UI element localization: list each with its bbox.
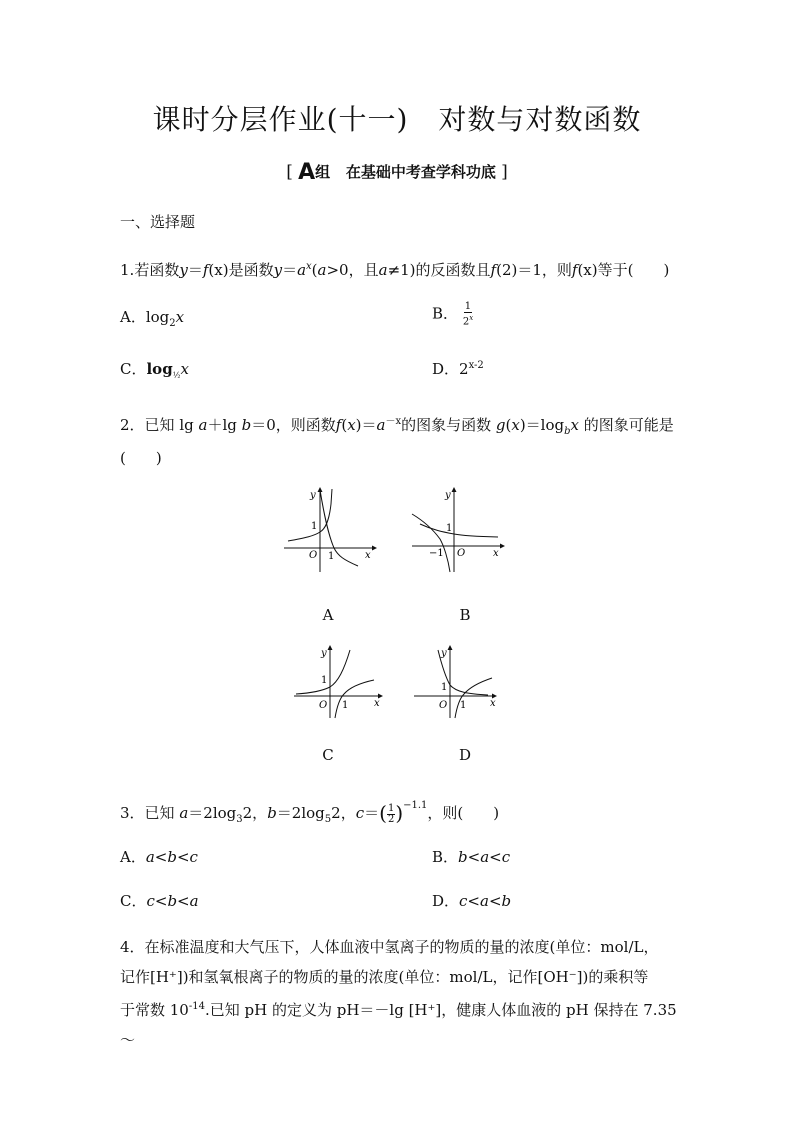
graph-d-label: D — [458, 746, 472, 764]
q2-var: f — [335, 416, 342, 434]
q1-var: y — [179, 261, 188, 279]
q3-text: 2， — [242, 804, 268, 822]
q4-number: 4． — [120, 938, 145, 956]
q3-sub: 5 — [324, 814, 332, 825]
q1-var: y — [273, 261, 283, 279]
y-label: y — [441, 648, 447, 659]
q2-text: ( — [505, 416, 512, 434]
y-axis-arrow — [452, 487, 457, 492]
fraction-numerator: 1 — [387, 802, 395, 814]
q1-text: 若函数 — [134, 261, 180, 279]
q2-answer-paren: ( ) — [120, 449, 162, 467]
page-title — [0, 98, 794, 138]
q3-var: b — [267, 804, 277, 822]
q1-var: a — [317, 261, 327, 279]
x-one-label: 1 — [342, 700, 349, 711]
q2-var: x — [347, 416, 356, 434]
q4-line-3a: 于常数 10 — [120, 1001, 189, 1019]
graph-d[interactable] — [410, 640, 510, 730]
option-sub: ½ — [172, 371, 181, 380]
question-3 — [120, 792, 680, 833]
q1-text: (2)＝1，则 — [496, 261, 572, 279]
q2-var: b — [241, 416, 252, 434]
option-text: b<a<c — [458, 848, 511, 866]
curve-log — [455, 678, 492, 718]
q1-var: f — [202, 261, 209, 279]
q3-lparen: ( — [379, 801, 387, 825]
q2-text: ( — [341, 416, 348, 434]
x-one-label: 1 — [460, 700, 467, 711]
option-label: C． — [120, 360, 147, 378]
q3-exponent: −1.1 — [403, 800, 428, 811]
x-axis-arrow — [372, 546, 377, 551]
option-text: a<b<c — [145, 848, 198, 866]
q2-number: 2． — [120, 416, 145, 434]
q1-sup: x — [306, 261, 312, 272]
left-bracket: [ — [286, 162, 293, 182]
option-var: x — [180, 360, 189, 378]
option-label: A． — [120, 308, 146, 326]
origin-label: O — [319, 700, 328, 711]
q3-option-d[interactable] — [432, 890, 511, 911]
graph-c-label: C — [322, 746, 334, 764]
q4-exponent: -14 — [188, 1001, 205, 1012]
y-label: y — [321, 648, 327, 659]
q3-option-c[interactable] — [120, 890, 199, 911]
y-one-label: 1 — [311, 521, 318, 532]
q2-var: a — [198, 416, 208, 434]
graph-a-label: A — [322, 606, 334, 624]
q2-text: 已知 lg — [144, 416, 199, 434]
title-subtitle: 对数与对数函数 — [438, 103, 642, 136]
q3-option-b[interactable] — [432, 846, 510, 867]
x-label: x — [493, 548, 499, 559]
y-axis-arrow — [328, 645, 333, 650]
question-2 — [120, 408, 680, 472]
fraction-denominator — [463, 313, 473, 327]
q2-sup: －x — [385, 416, 402, 427]
option-text: log — [145, 308, 170, 326]
q2-var: a — [376, 416, 386, 434]
q1-text: (x) — [208, 261, 229, 279]
q1-var: f — [490, 261, 497, 279]
option-base: 2 — [459, 360, 469, 378]
q3-sub: 3 — [236, 814, 243, 825]
y-one-label: 1 — [321, 675, 328, 686]
origin-label: O — [457, 548, 466, 559]
q3-number: 3． — [120, 804, 145, 822]
group-label: 组 — [315, 163, 331, 181]
x-label: x — [374, 698, 380, 709]
graph-b-label: B — [459, 606, 471, 624]
q1-text: >0，且 — [326, 261, 379, 279]
q3-text: ＝ — [364, 804, 380, 822]
q2-sub: b — [564, 426, 571, 437]
option-text: c<a<b — [459, 892, 512, 910]
option-label: D． — [432, 360, 460, 378]
right-bracket: ] — [501, 162, 508, 182]
q3-option-a[interactable] — [120, 846, 198, 867]
q3-var: a — [179, 804, 189, 822]
y-one-label: 1 — [441, 682, 448, 693]
option-fraction — [463, 302, 473, 327]
option-label: B． — [432, 848, 459, 866]
q3-text: 已知 — [144, 804, 180, 822]
q3-var: c — [355, 804, 365, 822]
q1-option-c[interactable] — [120, 358, 189, 380]
q1-number: 1. — [120, 261, 135, 279]
den-base: 2 — [462, 316, 470, 328]
q1-text: ＝ — [282, 261, 298, 279]
q1-text: 是函数 — [228, 261, 274, 279]
origin-label: O — [439, 700, 448, 711]
option-label: A． — [120, 848, 146, 866]
q3-text: ＝2log — [188, 804, 237, 822]
q4-line-1: 在标准温度和大气压下，人体血液中氢离子的物质的量的浓度(单位：mol/L， — [144, 938, 659, 956]
x-label: x — [365, 550, 371, 561]
q1-text: ＝ — [187, 261, 203, 279]
x-one-label: 1 — [328, 551, 335, 562]
q3-text: 2， — [331, 804, 356, 822]
q1-option-a[interactable] — [120, 306, 184, 329]
option-text: log — [146, 360, 173, 378]
fraction-denominator: 2 — [387, 813, 395, 825]
y-axis-arrow — [448, 645, 453, 650]
y-one-label: 1 — [446, 523, 453, 534]
q2-text: )＝ — [355, 416, 377, 434]
question-4 — [120, 932, 680, 1055]
graph-b[interactable] — [408, 484, 508, 574]
q1-var: f — [571, 261, 578, 279]
y-label: y — [445, 490, 451, 501]
q4-line-3b: .已知 pH 的定义为 pH＝－lg [H⁺]，健康人体血液的 pH 保持在 7.35～ — [120, 1001, 677, 1049]
curve-exp — [420, 524, 498, 537]
q2-text: ＝0，则函数 — [251, 416, 336, 434]
q1-var: a — [378, 261, 388, 279]
q1-text: ≠1)的反函数且 — [387, 261, 491, 279]
q1-text: (x)等于( ) — [577, 261, 670, 279]
option-exp: x-2 — [468, 360, 484, 371]
section-heading: 一、选择题 — [120, 213, 196, 231]
q3-rparen: ) — [395, 801, 404, 825]
q3-text: ，则( ) — [427, 804, 500, 822]
q2-text: 的图象可能是 — [579, 416, 674, 434]
curve-log — [320, 490, 358, 566]
fraction-numerator: 1 — [464, 301, 472, 312]
option-text: c<b<a — [146, 892, 199, 910]
graph-a[interactable] — [280, 484, 380, 574]
group-badge: A — [298, 160, 316, 185]
q1-option-d[interactable] — [432, 358, 484, 379]
q2-text: 的图象与函数 — [401, 416, 496, 434]
option-sub: 2 — [169, 318, 176, 329]
q2-text: )＝log — [519, 416, 565, 434]
q2-var: x — [570, 416, 579, 434]
question-1 — [120, 253, 680, 284]
curve-log — [335, 680, 374, 718]
option-label: B． — [432, 304, 459, 323]
q1-var: a — [297, 261, 307, 279]
option-label: D． — [432, 892, 460, 910]
q3-text: ＝2log — [276, 804, 325, 822]
group-text: 在基础中考查学科功底 — [345, 163, 496, 181]
q2-text: ＋lg — [207, 416, 242, 434]
group-header — [0, 160, 794, 185]
y-label: y — [310, 490, 316, 501]
title-main: 课时分层作业(十一) — [152, 103, 409, 136]
q2-var: x — [511, 416, 520, 434]
q2-var: g — [495, 416, 506, 434]
den-exp: x — [469, 314, 474, 322]
q4-line-2: 记作[H⁺])和氢氧根离子的物质的量的浓度(单位：mol/L，记作[OH⁻])的乘积等 — [120, 968, 649, 986]
q1-text: ( — [311, 261, 318, 279]
option-label: C． — [120, 892, 147, 910]
option-var: x — [175, 308, 185, 326]
x-neg-one-label: −1 — [429, 548, 444, 559]
curve-log — [412, 514, 453, 572]
x-label: x — [490, 698, 496, 709]
origin-label: O — [309, 550, 318, 561]
x-axis-arrow — [500, 544, 505, 549]
graph-c[interactable] — [290, 640, 390, 730]
q1-option-b[interactable] — [432, 302, 473, 327]
